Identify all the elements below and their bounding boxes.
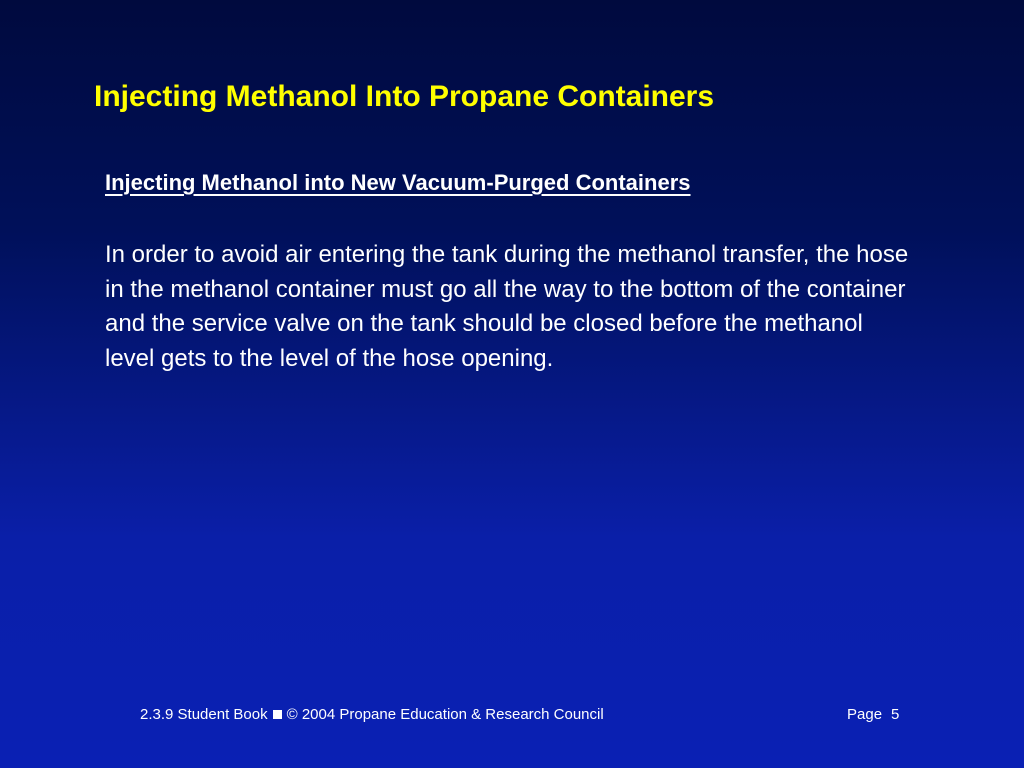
slide-footer — [0, 706, 1024, 728]
section-heading: Injecting Methanol into New Vacuum-Purged Containers — [105, 170, 691, 195]
page-label: Page — [847, 706, 883, 723]
footer-page-indicator — [847, 706, 899, 723]
square-bullet-icon — [273, 710, 282, 719]
page-number: 5 — [891, 706, 900, 723]
footer-book-label: 2.3.9 Student Book — [140, 706, 268, 723]
slide-title: Injecting Methanol Into Propane Containers — [94, 80, 715, 113]
footer-credits — [140, 706, 604, 723]
footer-copyright: © 2004 Propane Education & Research Council — [286, 706, 604, 723]
body-paragraph: In order to avoid air entering the tank during the methanol transfer, the hose in the methanol container must go all the way to the bottom of the container and the service valve on the tank should be closed before the methanol level gets to the level of the hose opening. — [105, 241, 909, 372]
